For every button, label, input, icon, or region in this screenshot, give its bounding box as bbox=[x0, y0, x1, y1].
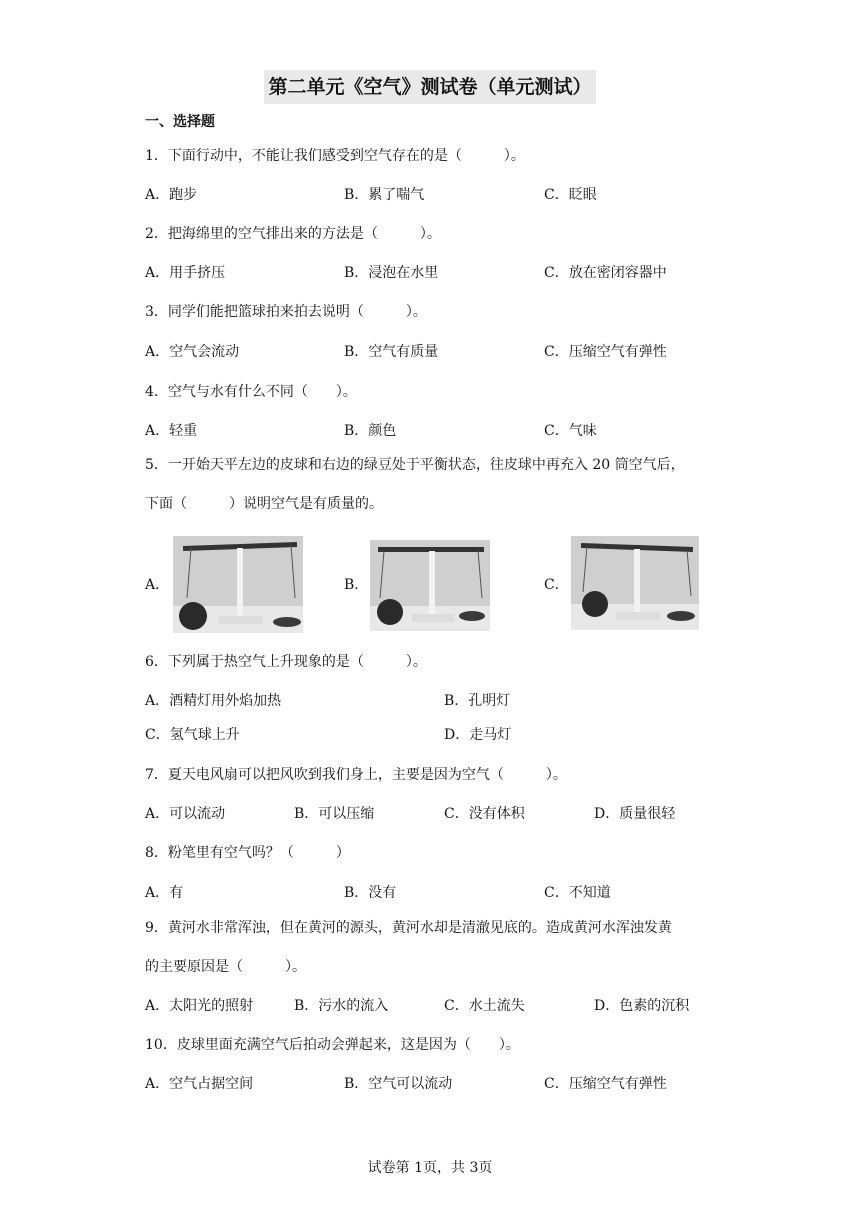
q5-option-b: B． bbox=[344, 577, 369, 593]
q9-option-b: B．污水的流入 bbox=[294, 998, 389, 1014]
q9-option-c: C．水土流失 bbox=[444, 998, 525, 1014]
q7-option-a: A．可以流动 bbox=[145, 806, 226, 822]
q9-option-a: A．太阳光的照射 bbox=[145, 998, 254, 1014]
q10-option-c: C．压缩空气有弹性 bbox=[544, 1076, 667, 1092]
q5-option-a: A． bbox=[145, 577, 170, 593]
q5-option-c: C． bbox=[544, 577, 569, 593]
q4-option-c: C．气味 bbox=[544, 423, 597, 439]
question-9-line-1: 9．黄河水非常浑浊，但在黄河的源头，黄河水却是清澈见底的。造成黄河水浑浊发黄 bbox=[145, 920, 672, 936]
q8-option-c: C．不知道 bbox=[544, 885, 611, 901]
question-9-line-2: 的主要原因是（ ）。 bbox=[145, 959, 306, 975]
q3-option-c: C．压缩空气有弹性 bbox=[544, 344, 667, 360]
section-heading: 一、选择题 bbox=[145, 114, 215, 130]
q3-option-b: B．空气有质量 bbox=[344, 344, 439, 360]
question-8: 8．粉笔里有空气吗？（ ） bbox=[145, 845, 350, 861]
q10-option-b: B．空气可以流动 bbox=[344, 1076, 453, 1092]
balance-image-a bbox=[173, 536, 303, 633]
question-2: 2．把海绵里的空气排出来的方法是（ ）。 bbox=[145, 226, 441, 242]
q9-option-d: D．色素的沉积 bbox=[594, 998, 690, 1014]
question-3: 3．同学们能把篮球拍来拍去说明（ ）。 bbox=[145, 304, 427, 320]
question-4: 4．空气与水有什么不同（ ）。 bbox=[145, 384, 357, 400]
balance-image-b bbox=[370, 540, 490, 631]
question-1: 1．下面行动中，不能让我们感受到空气存在的是（ ）。 bbox=[145, 148, 525, 164]
q1-option-a: A．跑步 bbox=[145, 187, 198, 203]
q4-option-a: A．轻重 bbox=[145, 423, 198, 439]
question-7: 7．夏天电风扇可以把风吹到我们身上，主要是因为空气（ ）。 bbox=[145, 767, 567, 783]
question-5-line-2: 下面（ ）说明空气是有质量的。 bbox=[145, 496, 383, 512]
q8-option-b: B．没有 bbox=[344, 885, 397, 901]
q2-option-a: A．用手挤压 bbox=[145, 265, 226, 281]
question-5-line-1: 5．一开始天平左边的皮球和右边的绿豆处于平衡状态，往皮球中再充入 20 筒空气后， bbox=[145, 457, 685, 473]
q6-option-b: B．孔明灯 bbox=[444, 693, 511, 709]
page-title: 第二单元《空气》测试卷（单元测试） bbox=[264, 70, 596, 104]
question-6: 6．下列属于热空气上升现象的是（ ）。 bbox=[145, 654, 427, 670]
q4-option-b: B．颜色 bbox=[344, 423, 397, 439]
q7-option-b: B．可以压缩 bbox=[294, 806, 375, 822]
q10-option-a: A．空气占据空间 bbox=[145, 1076, 254, 1092]
page-footer: 试卷第 1页，共 3页 bbox=[367, 1160, 493, 1176]
q7-option-d: D．质量很轻 bbox=[594, 806, 676, 822]
q3-option-a: A．空气会流动 bbox=[145, 344, 240, 360]
q2-option-b: B．浸泡在水里 bbox=[344, 265, 439, 281]
q1-option-c: C．眨眼 bbox=[544, 187, 597, 203]
q7-option-c: C．没有体积 bbox=[444, 806, 525, 822]
q6-option-c: C．氢气球上升 bbox=[145, 727, 240, 743]
q6-option-a: A．酒精灯用外焰加热 bbox=[145, 693, 282, 709]
q6-option-d: D．走马灯 bbox=[444, 727, 512, 743]
q1-option-b: B．累了喘气 bbox=[344, 187, 425, 203]
q8-option-a: A．有 bbox=[145, 885, 184, 901]
balance-image-c bbox=[571, 536, 699, 630]
q2-option-c: C．放在密闭容器中 bbox=[544, 265, 667, 281]
question-10: 10．皮球里面充满空气后拍动会弹起来，这是因为（ ）。 bbox=[145, 1037, 520, 1053]
